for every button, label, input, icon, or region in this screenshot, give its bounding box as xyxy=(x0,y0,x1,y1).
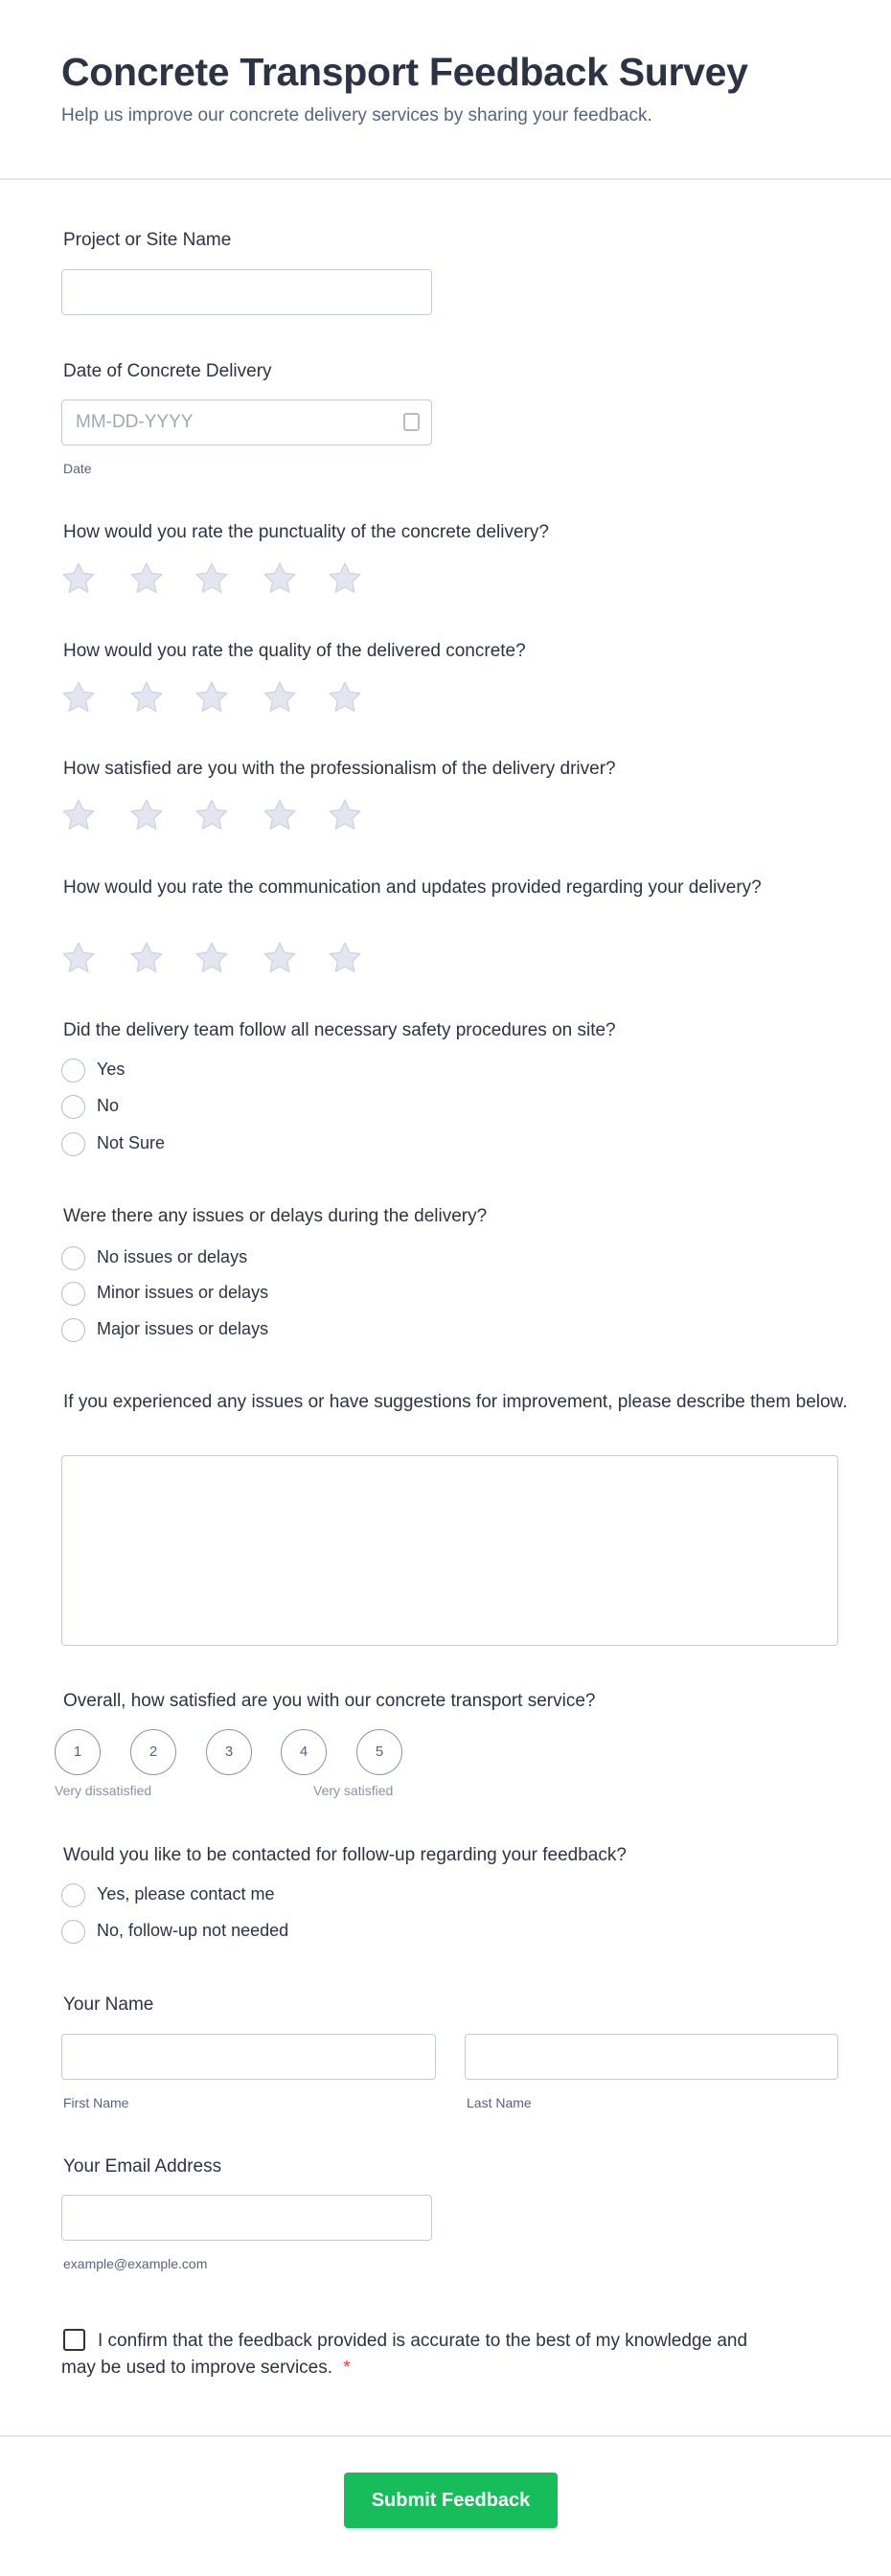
star-icon[interactable] xyxy=(127,939,166,977)
footer-divider xyxy=(0,2435,891,2437)
first-name-sublabel: First Name xyxy=(63,2095,129,2110)
question-followup: Would you like to be contacted for follow-up regarding your feedback? xyxy=(63,1845,627,1865)
email-sublabel: example@example.com xyxy=(63,2256,208,2271)
page-subtitle: Help us improve our concrete delivery services by sharing your feedback. xyxy=(61,105,652,125)
date-placeholder: MM-DD-YYYY xyxy=(76,412,194,432)
star-icon[interactable] xyxy=(127,559,166,598)
option-label: Major issues or delays xyxy=(97,1319,269,1338)
radio-no-issues[interactable] xyxy=(61,1246,85,1270)
star-icon[interactable] xyxy=(261,678,299,717)
last-name-sublabel: Last Name xyxy=(467,2095,532,2110)
email-input[interactable] xyxy=(61,2195,432,2241)
radio-followup-no[interactable] xyxy=(61,1920,85,1944)
question-quality: How would you rate the quality of the delivered concrete? xyxy=(63,641,526,661)
star-icon[interactable] xyxy=(59,559,98,598)
scale-low-label: Very dissatisfied xyxy=(55,1783,152,1798)
submit-button[interactable]: Submit Feedback xyxy=(344,2473,558,2528)
star-icon[interactable] xyxy=(261,559,299,598)
star-icon[interactable] xyxy=(326,559,364,598)
date-label: Date of Concrete Delivery xyxy=(63,361,272,381)
star-icon[interactable] xyxy=(193,939,231,977)
scale-option-3[interactable]: 3 xyxy=(206,1729,252,1775)
radio-major-issues[interactable] xyxy=(61,1318,85,1342)
option-label: Yes xyxy=(97,1060,126,1079)
question-suggestions: If you experienced any issues or have suggestions for improvement, please describe them below. xyxy=(63,1392,848,1412)
page-title: Concrete Transport Feedback Survey xyxy=(61,50,748,94)
option-label: Yes, please contact me xyxy=(97,1884,275,1904)
star-icon[interactable] xyxy=(261,939,299,977)
question-communication: How would you rate the communication and updates provided regarding your delivery? xyxy=(63,878,762,898)
confirm-text: I confirm that the feedback provided is accurate to the best of my knowledge and may be used to improve services. xyxy=(61,2331,748,2378)
radio-minor-issues[interactable] xyxy=(61,1282,85,1306)
first-name-input[interactable] xyxy=(61,2034,436,2080)
email-label: Your Email Address xyxy=(63,2156,222,2177)
star-icon[interactable] xyxy=(59,678,98,717)
option-label: No issues or delays xyxy=(97,1247,248,1266)
radio-safety-not-sure[interactable] xyxy=(61,1132,85,1156)
option-label: No, follow-up not needed xyxy=(97,1921,289,1940)
star-icon[interactable] xyxy=(193,678,231,717)
option-label: Not Sure xyxy=(97,1133,166,1152)
required-asterisk: * xyxy=(343,2358,351,2378)
scale-option-2[interactable]: 2 xyxy=(130,1729,176,1775)
header-divider xyxy=(0,178,891,180)
suggestions-textarea[interactable] xyxy=(61,1455,838,1646)
question-safety: Did the delivery team follow all necessary safety procedures on site? xyxy=(63,1020,616,1040)
project-input[interactable] xyxy=(61,269,432,315)
option-label: Minor issues or delays xyxy=(97,1283,269,1302)
scale-option-5[interactable]: 5 xyxy=(356,1729,402,1775)
star-icon[interactable] xyxy=(326,939,364,977)
name-label: Your Name xyxy=(63,1995,154,2015)
scale-option-4[interactable]: 4 xyxy=(281,1729,327,1775)
question-punctuality: How would you rate the punctuality of the concrete delivery? xyxy=(63,522,549,542)
star-icon[interactable] xyxy=(127,678,166,717)
star-icon[interactable] xyxy=(193,559,231,598)
last-name-input[interactable] xyxy=(465,2034,838,2080)
date-sublabel: Date xyxy=(63,461,92,476)
star-icon[interactable] xyxy=(59,939,98,977)
radio-followup-yes[interactable] xyxy=(61,1883,85,1907)
question-overall: Overall, how satisfied are you with our concrete transport service? xyxy=(63,1691,596,1711)
question-driver: How satisfied are you with the professionalism of the delivery driver? xyxy=(63,759,616,779)
star-icon[interactable] xyxy=(326,678,364,717)
radio-safety-yes[interactable] xyxy=(61,1059,85,1083)
star-icon[interactable] xyxy=(326,796,364,834)
question-issues: Were there any issues or delays during the delivery? xyxy=(63,1206,488,1226)
calendar-icon[interactable] xyxy=(403,413,420,431)
star-icon[interactable] xyxy=(59,796,98,834)
star-icon[interactable] xyxy=(261,796,299,834)
star-icon[interactable] xyxy=(127,796,166,834)
radio-safety-no[interactable] xyxy=(61,1095,85,1119)
date-input[interactable] xyxy=(61,399,432,445)
option-label: No xyxy=(97,1096,120,1115)
scale-high-label: Very satisfied xyxy=(313,1783,394,1798)
project-label: Project or Site Name xyxy=(63,230,232,250)
star-icon[interactable] xyxy=(193,796,231,834)
confirm-text-block xyxy=(61,2328,751,2382)
scale-option-1[interactable]: 1 xyxy=(55,1729,101,1775)
